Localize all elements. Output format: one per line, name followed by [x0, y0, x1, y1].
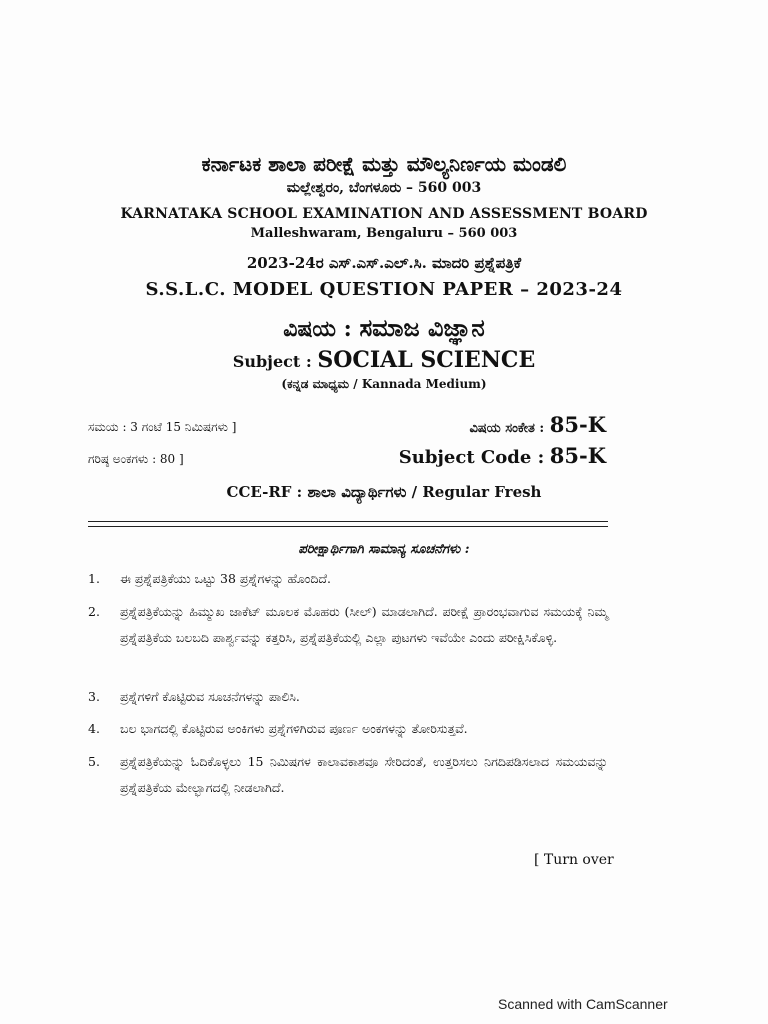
instruction-number: 3.	[88, 689, 100, 704]
subject-kannada-label: ವಿಷಯ :	[283, 316, 352, 342]
subject-kannada-value: ಸಮಾಜ ವಿಜ್ಞಾನ	[359, 313, 485, 342]
instruction-item	[88, 716, 608, 742]
instruction-number: 4.	[88, 721, 100, 736]
instruction-item	[88, 684, 608, 710]
instruction-item	[88, 599, 608, 651]
address-kannada: ಮಲ್ಲೇಶ್ವರಂ, ಬೆಂಗಳೂರು – 560 003	[286, 180, 482, 196]
instruction-item	[88, 749, 608, 801]
instruction-number: 5.	[88, 754, 100, 769]
subject-code-kannada-value: 85-K	[549, 412, 606, 437]
turn-over: [ Turn over	[534, 852, 614, 868]
subject-code-english	[399, 443, 606, 468]
subject-english	[0, 347, 768, 373]
address-english: Malleshwaram, Bengaluru – 560 003	[250, 226, 518, 241]
medium: (ಕನ್ನಡ ಮಾಧ್ಯಮ / Kannada Medium)	[281, 377, 487, 391]
instruction-number: 2.	[88, 604, 100, 619]
subject-english-value: SOCIAL SCIENCE	[317, 347, 536, 373]
paper-title-english: S.S.L.C. MODEL QUESTION PAPER – 2023-24	[145, 279, 623, 300]
divider-top	[88, 521, 608, 522]
subject-code-kannada	[470, 412, 606, 437]
instruction-text: ಬಲ ಭಾಗದಲ್ಲಿ ಕೊಟ್ಟಿರುವ ಅಂಕಿಗಳು ಪ್ರಶ್ನೆಗಳಿಗಿರುವ ಪೂರ್ಣ ಅಂಕಗಳನ್ನು ತೋರಿಸುತ್ತವೆ.	[120, 721, 468, 736]
board-name-english: KARNATAKA SCHOOL EXAMINATION AND ASSESSMENT BOARD	[120, 206, 648, 222]
instruction-text: ಪ್ರಶ್ನೆಪತ್ರಿಕೆಯನ್ನು ಹಿಮ್ಮುಖ ಜಾಕೆಟ್ ಮೂಲಕ ಮೊಹರು (ಸೀಲ್) ಮಾಡಲಾಗಿದೆ. ಪರೀಕ್ಷೆ ಪ್ರಾರಂಭವಾಗುವ ಸಮಯಕ್ಕೆ ನಿಮ್ಮ ಪ್ರಶ್ನೆಪತ್ರಿಕೆಯ ಬಲಬದಿ ಪಾರ್ಶ್ವವನ್ನು ಕತ್ತರಿಸಿ, ಪ್ರಶ್ನೆಪತ್ರಿಕೆಯಲ್ಲಿ ಎಲ್ಲಾ ಪುಟಗಳು ಇವೆಯೇ ಎಂದು ಪರೀಕ್ಷಿಸಿಕೊಳ್ಳಿ.	[120, 604, 608, 645]
board-name-kannada: ಕರ್ನಾಟಕ ಶಾಲಾ ಪರೀಕ್ಷೆ ಮತ್ತು ಮೌಲ್ಯನಿರ್ಣಯ ಮಂಡಲಿ	[201, 152, 567, 176]
cce-rf-line: CCE-RF : ಶಾಲಾ ವಿದ್ಯಾರ್ಥಿಗಳು / Regular Fresh	[226, 483, 542, 501]
instruction-text: ಪ್ರಶ್ನೆಗಳಿಗೆ ಕೊಟ್ಟಿರುವ ಸೂಚನೆಗಳನ್ನು ಪಾಲಿಸಿ.	[120, 689, 300, 704]
subject-english-label: Subject :	[232, 352, 312, 371]
subject-code-kannada-label: ವಿಷಯ ಸಂಕೇತ :	[469, 421, 545, 436]
camscanner-watermark: Scanned with CamScanner	[498, 996, 668, 1012]
instructions-heading: ಪರೀಕ್ಷಾರ್ಥಿಗಾಗಿ ಸಾಮಾನ್ಯ ಸೂಚನೆಗಳು :	[298, 542, 470, 557]
instruction-text: ಈ ಪ್ರಶ್ನೆಪತ್ರಿಕೆಯು ಒಟ್ಟು 38 ಪ್ರಶ್ನೆಗಳನ್ನು ಹೊಂದಿದೆ.	[120, 571, 331, 586]
instruction-number: 1.	[88, 571, 100, 586]
instruction-text: ಪ್ರಶ್ನೆಪತ್ರಿಕೆಯನ್ನು ಓದಿಕೊಳ್ಳಲು 15 ನಿಮಿಷಗಳ ಕಾಲಾವಕಾಶವೂ ಸೇರಿದಂತೆ, ಉತ್ತರಿಸಲು ನಿಗದಿಪಡಿಸಲಾದ ಸಮಯವನ್ನು ಪ್ರಶ್ನೆಪತ್ರಿಕೆಯ ಮೇಲ್ಭಾಗದಲ್ಲಿ ನೀಡಲಾಗಿದೆ.	[120, 754, 608, 795]
subject-kannada	[0, 313, 768, 342]
divider-bottom	[88, 526, 608, 527]
subject-code-english-label: Subject Code :	[398, 447, 545, 468]
subject-code-english-value: 85-K	[549, 443, 606, 468]
max-marks: ಗರಿಷ್ಠ ಅಂಕಗಳು : 80 ]	[88, 452, 184, 466]
time-allowed: ಸಮಯ : 3 ಗಂಟೆ 15 ನಿಮಿಷಗಳು ]	[88, 420, 237, 434]
paper-title-kannada: 2023-24ರ ಎಸ್.ಎಸ್.ಎಲ್.ಸಿ. ಮಾದರಿ ಪ್ರಶ್ನೆಪತ್ರಿಕೆ	[246, 254, 522, 272]
instruction-item	[88, 566, 608, 592]
